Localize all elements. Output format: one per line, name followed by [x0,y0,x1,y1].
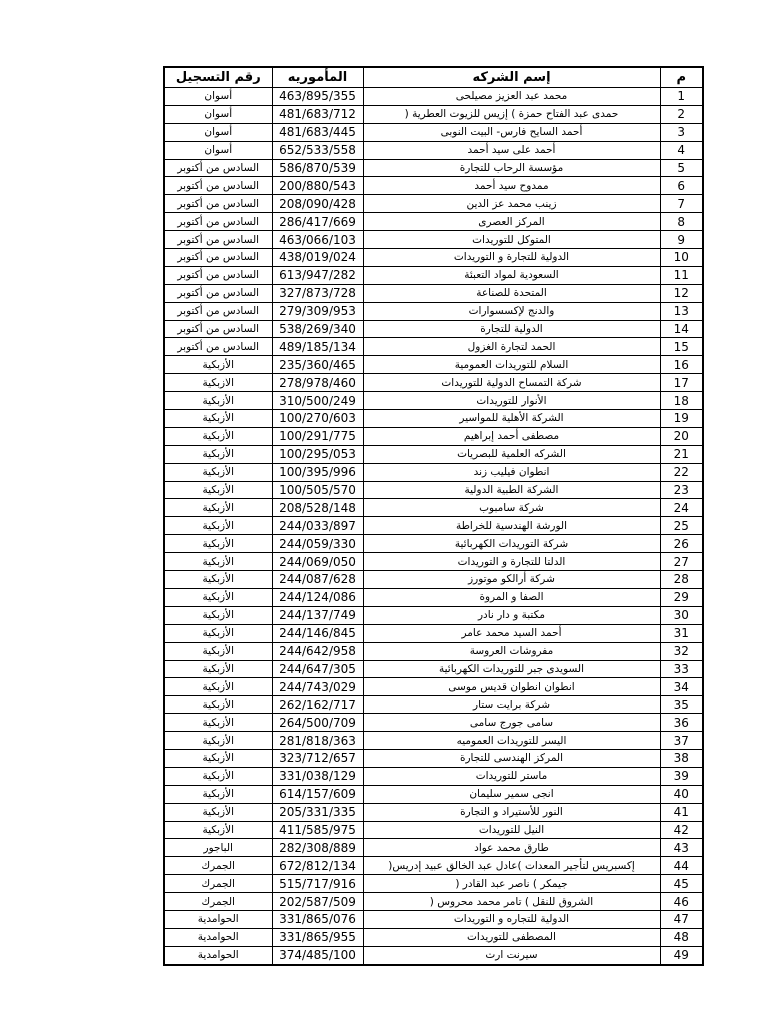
company-name: المركز العصرى [363,213,660,231]
row-num: 39 [660,767,703,785]
mamoria-number: 331/038/129 [272,767,363,785]
mamoria-number: 244/069/050 [272,553,363,571]
table-row [164,302,703,320]
company-name: شركة التمساح الدولية للتوريدات [363,374,660,392]
mamoria-number: 278/978/460 [272,374,363,392]
registration-office: الأزبكية [164,803,272,821]
mamoria-number: 481/683/712 [272,105,363,123]
company-name: الشركه العلمية للبصريات [363,445,660,463]
row-num: 20 [660,427,703,445]
table-row [164,445,703,463]
table-row [164,481,703,499]
registration-office: الأزبكية [164,821,272,839]
table-row [164,338,703,356]
company-registry-table [163,66,704,966]
registration-office: الحوامدية [164,928,272,946]
company-name: الدولية للتجارة [363,320,660,338]
row-num: 32 [660,642,703,660]
row-num: 5 [660,159,703,177]
mamoria-number: 652/533/558 [272,141,363,159]
table-row [164,517,703,535]
mamoria-number: 244/137/749 [272,606,363,624]
table-row [164,249,703,267]
registration-office: الأزبكية [164,410,272,428]
table-row [164,463,703,481]
registration-office: السادس من أكتوبر [164,231,272,249]
registration-office: الأزبكية [164,517,272,535]
mamoria-number: 202/587/509 [272,893,363,911]
mamoria-number: 262/162/717 [272,696,363,714]
registration-office: أسوان [164,88,272,106]
registration-office: الأزبكية [164,427,272,445]
company-name: الشركة الطبية الدولية [363,481,660,499]
registration-office: الأزبكية [164,678,272,696]
company-name: مؤسسة الرحاب للتجارة [363,159,660,177]
company-name: المركز الهندسى للتجارة [363,749,660,767]
registration-office: الأزبكية [164,714,272,732]
table-body [164,88,703,965]
mamoria-number: 323/712/657 [272,749,363,767]
registration-office: الأزبكية [164,571,272,589]
row-num: 49 [660,946,703,964]
registration-office: أسوان [164,141,272,159]
registration-office: السادس من أكتوبر [164,284,272,302]
registration-office: السادس من أكتوبر [164,302,272,320]
company-name: شركة سامبوب [363,499,660,517]
table-row [164,213,703,231]
mamoria-number: 100/295/053 [272,445,363,463]
registration-office: أسوان [164,123,272,141]
company-name: المصطفى للتوريدات [363,928,660,946]
company-name: والدنج لإكسسوارات [363,302,660,320]
registration-office: الأزبكية [164,642,272,660]
company-name: سيرنت ارت [363,946,660,964]
registration-office: الأزبكية [164,553,272,571]
company-name: ممدوح سيد أحمد [363,177,660,195]
row-num: 40 [660,785,703,803]
registration-office: الأزبكية [164,767,272,785]
mamoria-number: 100/270/603 [272,410,363,428]
mamoria-number: 463/066/103 [272,231,363,249]
registration-office: السادس من أكتوبر [164,266,272,284]
company-name: محمد عبد العزيز مصيلحى [363,88,660,106]
mamoria-number: 613/947/282 [272,266,363,284]
company-name: مصطفى أحمد إبراهيم [363,427,660,445]
row-num: 11 [660,266,703,284]
row-num: 15 [660,338,703,356]
row-num: 18 [660,392,703,410]
row-num: 22 [660,463,703,481]
row-num: 12 [660,284,703,302]
mamoria-number: 538/269/340 [272,320,363,338]
table-row [164,123,703,141]
table-row [164,195,703,213]
registration-office: الأزبكية [164,606,272,624]
registration-office: الأزبكية [164,356,272,374]
table-row [164,177,703,195]
company-name: زينب محمد عز الدين [363,195,660,213]
mamoria-number: 331/865/955 [272,928,363,946]
mamoria-number: 100/505/570 [272,481,363,499]
row-num: 1 [660,88,703,106]
registration-office: الأزبكية [164,499,272,517]
table-row [164,588,703,606]
mamoria-number: 481/683/445 [272,123,363,141]
company-name: شركة التوريدات الكهربائية [363,535,660,553]
company-name: حمدى عبد الفتاح حمزة ) إزيس للزيوت العطرية ( [363,105,660,123]
row-num: 33 [660,660,703,678]
mamoria-number: 200/880/543 [272,177,363,195]
row-num: 6 [660,177,703,195]
row-num: 21 [660,445,703,463]
row-num: 34 [660,678,703,696]
registration-office: الجمرك [164,893,272,911]
company-name: أحمد على سيد أحمد [363,141,660,159]
company-name: السلام للتوريدات العمومية [363,356,660,374]
registration-office: الحوامدية [164,946,272,964]
table-row [164,928,703,946]
row-num: 38 [660,749,703,767]
row-num: 31 [660,624,703,642]
company-name: مفروشات العروسة [363,642,660,660]
row-num: 48 [660,928,703,946]
company-name: الدولية للتجاره و التوريدات [363,910,660,928]
company-name: أحمد السيد محمد عامر [363,624,660,642]
company-name: الصفا و المروة [363,588,660,606]
registration-office: الأزبكية [164,588,272,606]
company-name: طارق محمد عواد [363,839,660,857]
mamoria-number: 411/585/975 [272,821,363,839]
mamoria-number: 264/500/709 [272,714,363,732]
row-num: 14 [660,320,703,338]
row-num: 44 [660,857,703,875]
mamoria-number: 100/395/996 [272,463,363,481]
company-name: الدولية للتجارة و التوريدات [363,249,660,267]
table-row [164,356,703,374]
row-num: 9 [660,231,703,249]
table-row [164,374,703,392]
table-row [164,427,703,445]
registration-office: السادس من أكتوبر [164,249,272,267]
row-num: 30 [660,606,703,624]
table-row [164,767,703,785]
registration-office: أسوان [164,105,272,123]
company-name: الدلتا للتجارة و التوريدات [363,553,660,571]
table-row [164,606,703,624]
row-num: 7 [660,195,703,213]
company-name: إكسبريس لتأجير المعدات )عادل عبد الخالق عبيد إدريس( [363,857,660,875]
company-name: النيل للتوريدات [363,821,660,839]
company-name: النور للأستيراد و التجارة [363,803,660,821]
mamoria-number: 374/485/100 [272,946,363,964]
row-num: 27 [660,553,703,571]
company-name: المتوكل للتوريدات [363,231,660,249]
mamoria-number: 208/090/428 [272,195,363,213]
table-row [164,88,703,106]
table-row [164,660,703,678]
row-num: 43 [660,839,703,857]
table-row [164,732,703,750]
row-num: 8 [660,213,703,231]
company-name: شركة أرالكو موتورز [363,571,660,589]
mamoria-number: 327/873/728 [272,284,363,302]
table-row [164,266,703,284]
mamoria-number: 244/087/628 [272,571,363,589]
mamoria-number: 672/812/134 [272,857,363,875]
row-num: 47 [660,910,703,928]
registration-office: السادس من أكتوبر [164,195,272,213]
company-name: الحمد لتجارة الغزول [363,338,660,356]
table-row [164,714,703,732]
mamoria-number: 463/895/355 [272,88,363,106]
registration-office: الحوامدية [164,910,272,928]
registration-office: الباجور [164,839,272,857]
registration-office: الأزبكية [164,660,272,678]
mamoria-number: 244/033/897 [272,517,363,535]
company-name: الأنوار للتوريدات [363,392,660,410]
table-row [164,535,703,553]
mamoria-number: 310/500/249 [272,392,363,410]
row-num: 10 [660,249,703,267]
table-row [164,392,703,410]
mamoria-number: 100/291/775 [272,427,363,445]
registration-office: الأزبكية [164,463,272,481]
mamoria-number: 279/309/953 [272,302,363,320]
registration-office: السادس من أكتوبر [164,338,272,356]
row-num: 35 [660,696,703,714]
registration-office: الأزبكية [164,785,272,803]
company-name: ماستر للتوريدات [363,767,660,785]
mamoria-number: 205/331/335 [272,803,363,821]
registration-office: السادس من أكتوبر [164,177,272,195]
mamoria-number: 586/870/539 [272,159,363,177]
header-registration: رقم التسجيل [164,67,272,88]
company-name: اليسر للتوريدات العموميه [363,732,660,750]
registration-office: الأزبكية [164,696,272,714]
table-row [164,320,703,338]
company-name: السعودية لمواد التعبئة [363,266,660,284]
table-row [164,839,703,857]
company-name: انطوان انطوان قديس موسى [363,678,660,696]
header-mamoria: المأموريه [272,67,363,88]
table-row [164,857,703,875]
header-row [164,67,703,88]
table-row [164,141,703,159]
mamoria-number: 244/743/029 [272,678,363,696]
mamoria-number: 282/308/889 [272,839,363,857]
row-num: 19 [660,410,703,428]
table-row [164,284,703,302]
company-name: انجى سمير سليمان [363,785,660,803]
company-name: السويدى جبر للتوريدات الكهربائية [363,660,660,678]
row-num: 13 [660,302,703,320]
row-num: 2 [660,105,703,123]
mamoria-number: 614/157/609 [272,785,363,803]
row-num: 29 [660,588,703,606]
table-row [164,231,703,249]
row-num: 42 [660,821,703,839]
table-row [164,410,703,428]
table-row [164,499,703,517]
company-name: انطوان فيليب زند [363,463,660,481]
mamoria-number: 515/717/916 [272,875,363,893]
registration-office: السادس من أكتوبر [164,320,272,338]
table-row [164,624,703,642]
company-name: الورشة الهندسية للخراطة [363,517,660,535]
table-row [164,821,703,839]
row-num: 17 [660,374,703,392]
registration-office: الأزبكية [164,392,272,410]
company-name: سامى جورج سامى [363,714,660,732]
row-num: 4 [660,141,703,159]
registration-office: الأزبكية [164,732,272,750]
row-num: 37 [660,732,703,750]
table-row [164,642,703,660]
company-name: أحمد السايح فارس- البيت النوبى [363,123,660,141]
company-name: الشركة الأهلية للمواسير [363,410,660,428]
mamoria-number: 235/360/465 [272,356,363,374]
company-name: جيمكر ) ناصر عبد القادر ( [363,875,660,893]
registration-office: الازبكية [164,374,272,392]
registration-office: الأزبكية [164,624,272,642]
mamoria-number: 244/642/958 [272,642,363,660]
table-row [164,105,703,123]
mamoria-number: 438/019/024 [272,249,363,267]
table-row [164,749,703,767]
registration-office: الأزبكية [164,535,272,553]
table-row [164,946,703,964]
row-num: 26 [660,535,703,553]
row-num: 3 [660,123,703,141]
mamoria-number: 208/528/148 [272,499,363,517]
table-row [164,553,703,571]
mamoria-number: 244/146/845 [272,624,363,642]
mamoria-number: 244/059/330 [272,535,363,553]
table-row [164,875,703,893]
registration-office: الأزبكية [164,445,272,463]
row-num: 45 [660,875,703,893]
header-num: م [660,67,703,88]
row-num: 28 [660,571,703,589]
company-name: شركة برايت ستار [363,696,660,714]
row-num: 25 [660,517,703,535]
registration-office: الجمرك [164,875,272,893]
table-row [164,785,703,803]
header-company-name: إسم الشركه [363,67,660,88]
table-row [164,910,703,928]
row-num: 46 [660,893,703,911]
mamoria-number: 331/865/076 [272,910,363,928]
registration-office: الجمرك [164,857,272,875]
table-row [164,571,703,589]
row-num: 24 [660,499,703,517]
registration-office: السادس من أكتوبر [164,159,272,177]
row-num: 41 [660,803,703,821]
mamoria-number: 286/417/669 [272,213,363,231]
mamoria-number: 489/185/134 [272,338,363,356]
registration-office: الأزبكية [164,749,272,767]
company-name: المتحدة للصناعة [363,284,660,302]
table-row [164,678,703,696]
mamoria-number: 281/818/363 [272,732,363,750]
registration-office: الأزبكية [164,481,272,499]
registration-office: السادس من أكتوبر [164,213,272,231]
table-row [164,893,703,911]
mamoria-number: 244/647/305 [272,660,363,678]
table-row [164,159,703,177]
mamoria-number: 244/124/086 [272,588,363,606]
row-num: 36 [660,714,703,732]
row-num: 16 [660,356,703,374]
company-name: مكتبة و دار نادر [363,606,660,624]
table-row [164,696,703,714]
row-num: 23 [660,481,703,499]
table-row [164,803,703,821]
company-name: الشروق للنقل ) تامر محمد محروس ( [363,893,660,911]
